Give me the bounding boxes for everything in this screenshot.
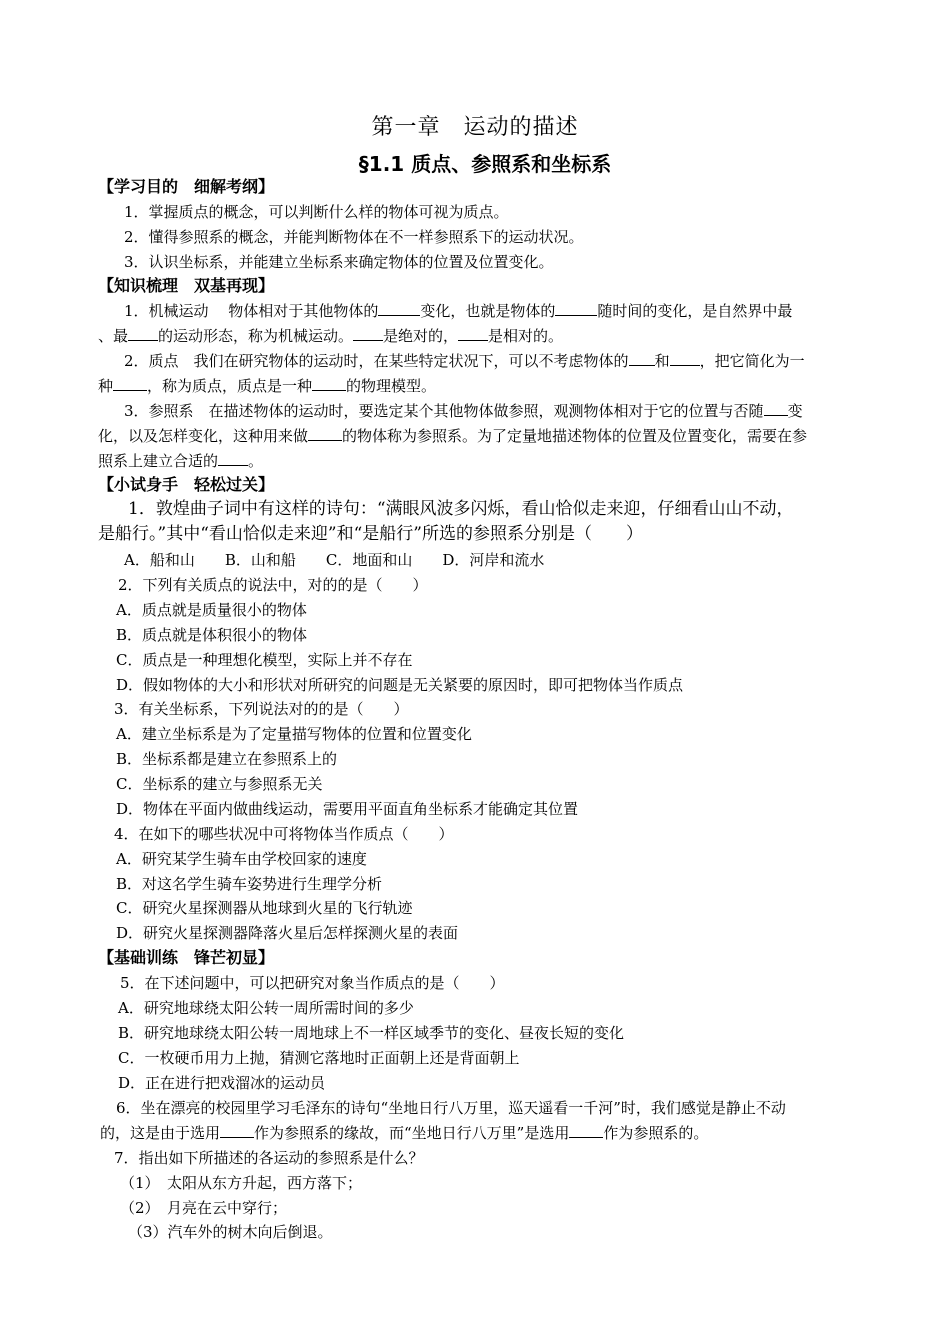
fill-blank[interactable]: [128, 326, 158, 341]
q4-option-d: D．研究火星探测器降落火星后怎样探测火星的表面: [116, 924, 459, 942]
knowledge-3-line-1: 3．参照系 在描述物体的运动时，要选定某个其他物体做参照，观测物体相对于它的位置与否随 变: [124, 402, 803, 420]
fill-blank[interactable]: [629, 351, 655, 366]
section-subtitle: §1.1 质点、参照系和坐标系: [358, 152, 612, 176]
q1-stem-line-2: 是船行。”其中“看山恰似走来迎”和“是船行”所选的参照系分别是（ ）: [98, 524, 643, 544]
q7-item-2: （2） 月亮在云中穿行；: [120, 1199, 288, 1217]
q4-option-a: A．研究某学生骑车由学校回家的速度: [116, 850, 367, 868]
objective-2: 2．懂得参照系的概念，并能判断物体在不一样参照系下的运动状况。: [124, 228, 584, 246]
q2-option-b: B．质点就是体积很小的物体: [116, 626, 308, 644]
q3-stem: 3．有关坐标系，下列说法对的的是（ ）: [114, 700, 409, 718]
q1-stem-line-1: 1．敦煌曲子词中有这样的诗句：“满眼风波多闪烁，看山恰似走来迎，仔细看山山不动，: [128, 499, 794, 519]
knowledge-2-line-2: 种 ，称为质点，质点是一种 的物理模型。: [98, 377, 437, 395]
fill-blank[interactable]: [378, 301, 420, 316]
q2-option-d: D．假如物体的大小和形状对所研究的问题是无关紧要的原因时，即可把物体当作质点: [116, 676, 684, 694]
q7-item-1: （1） 太阳从东方升起，西方落下；: [120, 1174, 363, 1192]
fill-blank[interactable]: [764, 401, 788, 416]
q1-options: A．船和山 B．山和船 C．地面和山 D．河岸和流水: [124, 551, 545, 569]
fill-blank[interactable]: [670, 351, 700, 366]
q5-option-a: A．研究地球绕太阳公转一周所需时间的多少: [118, 999, 414, 1017]
q4-option-b: B．对这名学生骑车姿势进行生理学分析: [116, 875, 383, 893]
fill-blank[interactable]: [555, 301, 597, 316]
knowledge-2-line-1: 2．质点 我们在研究物体的运动时，在某些特定状况下，可以不考虑物体的 和 ，把它简化为一: [124, 352, 805, 370]
q5-stem: 5．在下述问题中，可以把研究对象当作质点的是（ ）: [120, 974, 505, 992]
q5-option-d: D．正在进行把戏溜冰的运动员: [118, 1074, 326, 1092]
chapter-title: 第一章 运动的描述: [371, 115, 579, 140]
q3-option-c: C．坐标系的建立与参照系无关: [116, 775, 323, 793]
section-heading-knowledge: 【知识梳理 双基再现】: [98, 276, 275, 295]
fill-blank[interactable]: [458, 326, 488, 341]
q7-stem: 7．指出如下所描述的各运动的参照系是什么？: [114, 1149, 424, 1167]
knowledge-3-line-2: 化，以及怎样变化，这种用来做 的物体称为参照系。为了定量地描述物体的位置及位置变化，需要在参: [98, 427, 808, 445]
objective-1: 1．掌握质点的概念，可以判断什么样的物体可视为质点。: [124, 203, 509, 221]
fill-blank[interactable]: [569, 1123, 603, 1138]
section-heading-basic-training: 【基础训练 锋芒初显】: [98, 948, 275, 967]
knowledge-1-line-2: 、最 的运动形态，称为机械运动。 是绝对的， 是相对的。: [98, 327, 564, 345]
objective-3: 3．认识坐标系，并能建立坐标系来确定物体的位置及位置变化。: [124, 253, 554, 271]
section-heading-quick-test: 【小试身手 轻松过关】: [98, 475, 275, 494]
q3-option-d: D．物体在平面内做曲线运动，需要用平面直角坐标系才能确定其位置: [116, 800, 579, 818]
fill-blank[interactable]: [312, 376, 346, 391]
q3-option-b: B．坐标系都是建立在参照系上的: [116, 750, 338, 768]
fill-blank[interactable]: [353, 326, 383, 341]
q2-option-c: C．质点是一种理想化模型，实际上并不存在: [116, 651, 413, 669]
fill-blank[interactable]: [218, 451, 248, 466]
q4-option-c: C．研究火星探测器从地球到火星的飞行轨迹: [116, 899, 413, 917]
q2-stem: 2．下列有关质点的说法中，对的的是（ ）: [118, 576, 428, 594]
q6-line-2: 的，这是由于选用 作为参照系的缘故，而“坐地日行八万里”是选用 作为参照系的。: [100, 1124, 709, 1142]
section-heading-objectives: 【学习目的 细解考纲】: [98, 177, 275, 196]
q5-option-b: B．研究地球绕太阳公转一周地球上不一样区域季节的变化、昼夜长短的变化: [118, 1024, 625, 1042]
q5-option-c: C．一枚硬币用力上抛，猜测它落地时正面朝上还是背面朝上: [118, 1049, 520, 1067]
q6-line-1: 6．坐在漂亮的校园里学习毛泽东的诗句“坐地日行八万里，巡天遥看一千河”时，我们感觉是静止不动: [116, 1099, 786, 1117]
fill-blank[interactable]: [113, 376, 147, 391]
q2-option-a: A．质点就是质量很小的物体: [116, 601, 307, 619]
q7-item-3: （3）汽车外的树木向后倒退。: [128, 1223, 333, 1241]
fill-blank[interactable]: [308, 426, 342, 441]
q4-stem: 4．在如下的哪些状况中可将物体当作质点（ ）: [114, 825, 454, 843]
knowledge-1-line-1: 1．机械运动 物体相对于其他物体的 变化，也就是物体的 随时间的变化，是自然界中最: [124, 302, 793, 320]
knowledge-3-line-3: 照系上建立合适的 。: [98, 452, 264, 470]
fill-blank[interactable]: [220, 1123, 254, 1138]
q3-option-a: A．建立坐标系是为了定量描写物体的位置和位置变化: [116, 725, 472, 743]
